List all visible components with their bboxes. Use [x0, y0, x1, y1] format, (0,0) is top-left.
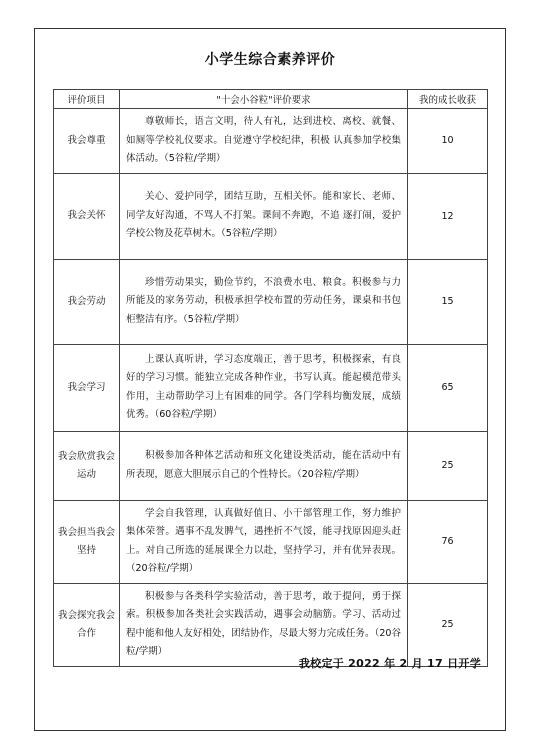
row-requirement: 上课认真听讲，学习态度端正，善于思考，积极探索，有良好的学习习惯。能独立完成各种作业，书写认真。能起模范带头作用，主动帮助学习上有困难的同学。各门学科均衡发展，成绩优秀。（60谷粒/学期）	[120, 344, 408, 431]
row-score: 65	[408, 344, 488, 431]
row-item: 我会劳动	[54, 259, 120, 344]
row-score: 76	[408, 500, 488, 583]
table-row	[54, 431, 488, 500]
table-row	[54, 173, 488, 259]
row-item: 我会欣赏我会运动	[54, 431, 120, 500]
document-frame	[34, 28, 506, 731]
school-start-notice: 我校定于 2022 年 2 月 17 日开学	[298, 657, 481, 670]
row-score: 15	[408, 259, 488, 344]
row-requirement: 学会自我管理，认真做好值日、小干部管理工作，努力维护集体荣誉。遇事不乱发脾气，遇挫折不气馁，能寻找原因迎头赶上。对自己所选的延展课全力以赴，坚持学习，并有优异表现。（20谷粒/学期）	[120, 500, 408, 583]
row-requirement: 积极参加各种体艺活动和班文化建设类活动，能在活动中有所表现，愿意大胆展示自己的个性特长。（20谷粒/学期）	[120, 431, 408, 500]
row-requirement: 积极参与各类科学实验活动，善于思考，敢于提问，勇于探索。积极参加各类社会实践活动，遇事会动脑筋。学习、活动过程中能和他人友好相处，团结协作，尽最大努力完成任务。（20谷粒/学期）	[120, 583, 408, 666]
row-score: 10	[408, 109, 488, 174]
header-item: 评价项目	[54, 90, 120, 109]
table-row	[54, 109, 488, 174]
row-item: 我会担当我会坚持	[54, 500, 120, 583]
page-title: 小学生综合素养评价	[204, 52, 336, 68]
table-header-row	[54, 90, 488, 109]
table-row	[54, 583, 488, 666]
table-row	[54, 259, 488, 344]
row-item: 我会探究我会合作	[54, 583, 120, 666]
row-item: 我会关怀	[54, 173, 120, 259]
evaluation-table	[53, 89, 488, 667]
row-item: 我会尊重	[54, 109, 120, 174]
header-score: 我的成长收获	[408, 90, 488, 109]
row-requirement: 关心、爱护同学，团结互助，互相关怀。能和家长、老师、同学友好沟通，不骂人不打架。课间不奔跑，不追 逐打闹，爱护学校公物及花草树木。（5谷粒/学期）	[120, 173, 408, 259]
row-requirement: 珍惜劳动果实，勤俭节约，不浪费水电、粮食。积极参与力所能及的家务劳动，积极承担学校布置的劳动任务，课桌和书包柜整洁有序。（5谷粒/学期）	[120, 259, 408, 344]
row-requirement: 尊敬师长，语言文明，待人有礼，达到进校、离校、就餐、如厕等学校礼仪要求。自觉遵守学校纪律，积极 认真参加学校集体活动。（5谷粒/学期）	[120, 109, 408, 174]
row-item: 我会学习	[54, 344, 120, 431]
row-score: 12	[408, 173, 488, 259]
table-row	[54, 344, 488, 431]
row-score: 25	[408, 431, 488, 500]
header-requirement: "十会小谷粒"评价要求	[120, 90, 408, 109]
row-score: 25	[408, 583, 488, 666]
table-row	[54, 500, 488, 583]
